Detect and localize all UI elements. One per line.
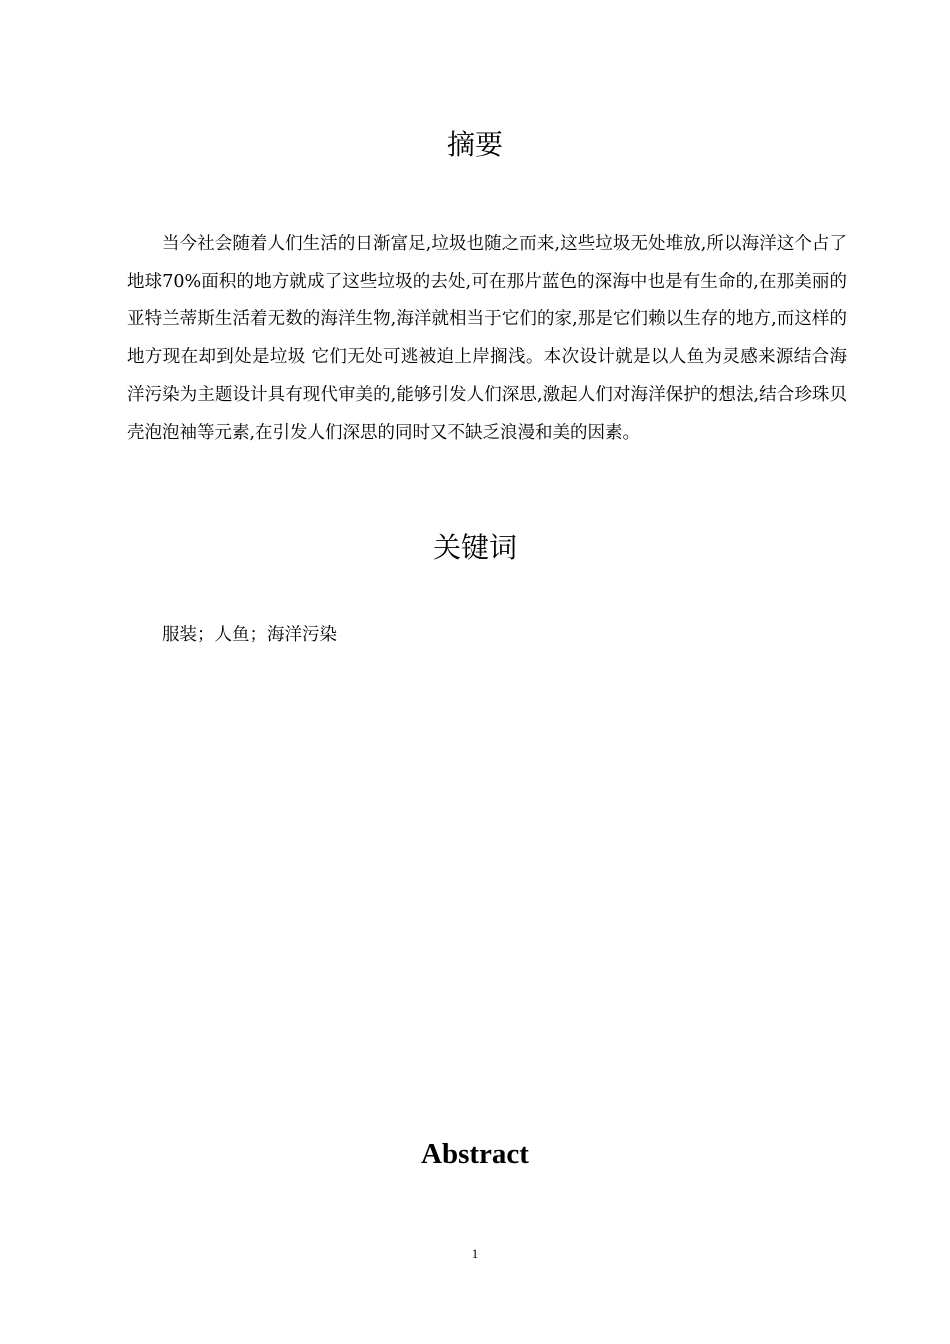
page-number: 1 [471, 1246, 479, 1261]
abstract-heading: 摘要 [446, 128, 503, 161]
english-abstract-heading: Abstract [421, 1138, 529, 1170]
keywords-heading: 关键词 [432, 531, 517, 564]
abstract-paragraph: 当今社会随着人们生活的日渐富足,垃圾也随之而来,这些垃圾无处堆放,所以海洋这个占了地球70%面积的地方就成了这些垃圾的去处,可在那片蓝色的深海中也是有生命的,在那美丽的亚特兰蒂斯生活着无数的海洋生物,海洋就相当于它们的家,那是它们赖以生存的地方,而这样的地方现在却到处是垃圾 它们无处可逃被迫上岸搁浅。本次设计就是以人鱼为灵感来源结合海洋污染为主题设计具有现代审美的,能够引发人们深思,激起人们对海洋保护的想法,结合珍珠贝壳泡泡袖等元素,在引发人们深思的同时又不缺乏浪漫和美的因素。 [127, 234, 847, 443]
keywords-list: 服装；人鱼；海洋污染 [162, 625, 337, 645]
